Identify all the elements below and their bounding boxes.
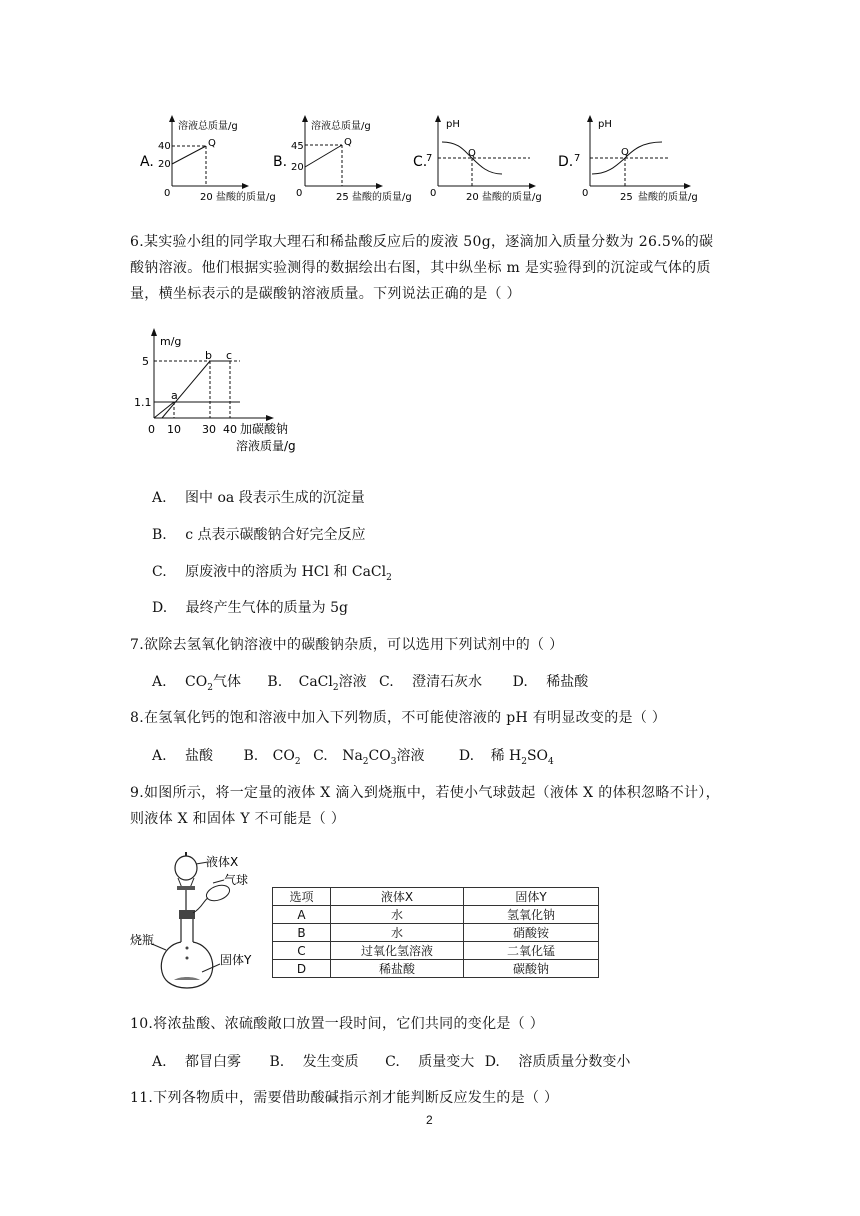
q6-graph-ylabel: m/g [160, 335, 182, 348]
graph-c-ytick-7: 7 [426, 153, 433, 164]
label-flask: 烧瓶 [130, 933, 155, 947]
q8-c-suffix: 溶液 [396, 748, 425, 764]
q8-option-d-letter: D. [458, 748, 475, 764]
graph-b-ytick-20: 20 [291, 162, 304, 173]
q5-graphs-svg [130, 112, 730, 207]
q10-option-b-letter: B. [269, 1054, 285, 1070]
q6-stem [130, 229, 740, 307]
q7-option-b-letter: B. [267, 674, 283, 690]
q8-b-sub: 2 [294, 756, 301, 767]
q9-table-wrap [272, 887, 599, 978]
table-cell: 水 [331, 906, 464, 924]
q8-options [152, 746, 554, 772]
q6-graph-y-1.1: 1.1 [134, 396, 152, 409]
graph-b-origin: 0 [296, 188, 303, 199]
q5-graph-row [130, 112, 730, 207]
table-header-row [273, 888, 599, 906]
q7-option-d-text: 稀盐酸 [546, 674, 589, 690]
label-liquid-x: 液体X [206, 855, 239, 869]
q7-a-formula: CO [185, 674, 208, 690]
graph-a-ytick-20: 20 [158, 159, 171, 170]
graph-b-xtick: 25 [336, 192, 349, 203]
graph-b [273, 115, 412, 203]
q6-graph-x-10: 10 [167, 423, 181, 436]
table-cell: 氢氧化钠 [464, 906, 599, 924]
graph-d-letter: D. [558, 154, 574, 170]
graph-a-origin: 0 [164, 188, 171, 199]
q7-a-sub: 2 [207, 682, 213, 693]
q10-option-b-text: 发生变质 [302, 1054, 359, 1070]
q6-option-a-letter: A. [152, 490, 167, 506]
q6-option-a [152, 488, 365, 508]
q8-c-sub1: 2 [362, 756, 369, 767]
graph-c-xlabel: 盐酸的质量/g [482, 192, 542, 203]
graph-c-point-q: Q [468, 148, 476, 159]
graph-b-letter: B. [273, 154, 288, 170]
q9-stem [130, 780, 750, 832]
table-row [273, 924, 599, 942]
q8-option-a-text: 盐酸 [185, 748, 214, 764]
q8-option-c-letter: C. [313, 748, 328, 764]
table-cell: 二氧化锰 [464, 942, 599, 960]
q7-option-a-letter: A. [152, 674, 167, 690]
q6-option-a-text: 图中 oa 段表示生成的沉淀量 [185, 490, 365, 506]
q6-graph-x-40: 40 [223, 423, 237, 436]
q6-graph-x-30: 30 [202, 423, 216, 436]
q6-graph-svg [132, 323, 312, 458]
table-row [273, 960, 599, 978]
graph-d-ytick-7: 7 [574, 153, 581, 164]
table-header: 液体X [331, 888, 464, 906]
table-row [273, 942, 599, 960]
q6-option-c-letter: C. [152, 564, 167, 580]
q8-option-b-letter: B. [243, 748, 259, 764]
q8-d-so: SO [526, 748, 549, 764]
q10-option-c-text: 质量变大 [418, 1054, 475, 1070]
q6-stem-line2: 酸钠溶液。他们根据实验测得的数据绘出右图，其中纵坐标 m 是实验得到的沉淀或气体的质 [130, 260, 711, 276]
q6-option-d-letter: D. [152, 600, 168, 616]
graph-a-ylabel: 溶液总质量/g [178, 121, 238, 132]
graph-c-ylabel: pH [446, 119, 460, 130]
q10-stem: 10.将浓盐酸、浓硫酸敞口放置一段时间，它们共同的变化是（ ） [130, 1016, 545, 1032]
graph-d-point-q: Q [621, 147, 629, 158]
q8-option-c-text [342, 748, 425, 767]
label-balloon: 气球 [224, 873, 249, 887]
q10-option-a-text: 都冒白雾 [185, 1054, 242, 1070]
graph-d-ylabel: pH [598, 119, 612, 130]
q6-graph-y-5: 5 [142, 355, 149, 368]
table-header: 选项 [273, 888, 331, 906]
graph-a [140, 115, 276, 203]
page-number: 2 [426, 1113, 433, 1127]
q7-option-b-text [298, 674, 367, 693]
label-solid-y: 固体Y [220, 953, 252, 967]
graph-c-origin: 0 [430, 188, 437, 199]
table-cell: A [273, 906, 331, 924]
q7-b-formula: CaCl [298, 674, 333, 690]
q6-option-c [152, 562, 392, 588]
q7-options [152, 672, 588, 698]
q8-option-b-text [272, 748, 301, 767]
q9-apparatus [130, 850, 270, 990]
table-cell: 碳酸钠 [464, 960, 599, 978]
q6-option-c-sub: 2 [386, 572, 392, 583]
graph-a-point-q: Q [208, 138, 216, 149]
q9-options-table [272, 887, 599, 978]
graph-d-xtick: 25 [620, 192, 633, 203]
q8-c-co: CO [368, 748, 391, 764]
q8-c-sub2: 3 [390, 756, 397, 767]
graph-c [413, 115, 542, 203]
q7-stem: 7.欲除去氢氧化钠溶液中的碳酸钠杂质，可以选用下列试剂中的（ ） [130, 637, 564, 653]
graph-a-xtick: 20 [200, 192, 213, 203]
q8-option-d-text [490, 748, 554, 767]
q6-graph-x-0: 0 [148, 423, 155, 436]
q10-options [152, 1052, 630, 1072]
table-cell: 过氧化氢溶液 [331, 942, 464, 960]
graph-b-xlabel: 盐酸的质量/g [352, 192, 412, 203]
graph-a-letter: A. [140, 154, 154, 170]
q6-graph-point-c: c [226, 349, 233, 362]
q7-b-suffix: 溶液 [338, 674, 367, 690]
table-cell: B [273, 924, 331, 942]
graph-b-point-q: Q [344, 137, 352, 148]
graph-c-letter: C. [413, 154, 428, 170]
q9-apparatus-svg [130, 850, 270, 990]
q6-option-b-text: c 点表示碳酸钠合好完全反应 [185, 527, 366, 543]
q8-option-a-letter: A. [152, 748, 167, 764]
q8-c-na: Na [342, 748, 363, 764]
q6-option-b [152, 525, 366, 545]
q6-graph-xlabel2: 溶液质量/g [236, 439, 296, 453]
q6-stem-line3: 量，横坐标表示的是碳酸钠溶液质量。下列说法正确的是（ ） [130, 286, 521, 302]
q6-graph-point-b: b [205, 349, 212, 362]
q6-option-b-letter: B. [152, 527, 167, 543]
q7-option-c-text: 澄清石灰水 [412, 674, 483, 690]
q10-option-c-letter: C. [385, 1054, 400, 1070]
graph-b-ytick-45: 45 [291, 141, 304, 152]
q7-option-a-text [185, 674, 241, 693]
q6-option-c-text: 原废液中的溶质为 HCl 和 CaCl [185, 564, 387, 580]
q6-graph-xlabel1: 加碳酸钠 [240, 422, 289, 436]
q8-d-h: 稀 H [490, 748, 522, 764]
q10-option-a-letter: A. [152, 1054, 167, 1070]
table-cell: C [273, 942, 331, 960]
q6-graph-point-a: a [171, 389, 178, 402]
table-row [273, 906, 599, 924]
q8-b-formula: CO [272, 748, 295, 764]
q7-b-sub: 2 [332, 682, 339, 693]
table-header: 固体Y [464, 888, 599, 906]
q8-stem: 8.在氢氧化钙的饱和溶液中加入下列物质，不可能使溶液的 pH 有明显改变的是（ ） [130, 710, 667, 726]
graph-d [558, 115, 698, 203]
q6-option-d-text: 最终产生气体的质量为 5g [185, 600, 348, 616]
q8-d-sub1: 2 [521, 756, 527, 767]
q7-a-suffix: 气体 [212, 674, 241, 690]
graph-d-xlabel: 盐酸的质量/g [638, 192, 698, 203]
q6-graph [132, 323, 312, 458]
q8-d-sub2: 4 [548, 756, 554, 767]
q7-option-c-letter: C. [379, 674, 394, 690]
q6-option-d [152, 598, 348, 618]
table-cell: 水 [331, 924, 464, 942]
graph-b-ylabel: 溶液总质量/g [311, 121, 371, 132]
q9-stem-line2: 则液体 X 和固体 Y 不可能是（ ） [130, 811, 346, 827]
q7-option-d-letter: D. [512, 674, 528, 690]
graph-c-xtick: 20 [466, 192, 479, 203]
graph-a-xlabel: 盐酸的质量/g [216, 192, 276, 203]
q9-stem-line1: 9.如图所示，将一定量的液体 X 滴入到烧瓶中，若使小气球鼓起（液体 X 的体积忽略不计）， [130, 785, 720, 801]
q6-stem-line1: 6.某实验小组的同学取大理石和稀盐酸反应后的废液 50g，逐滴加入质量分数为 26.5%的碳 [130, 234, 714, 250]
table-cell: D [273, 960, 331, 978]
graph-d-origin: 0 [582, 188, 589, 199]
q11-stem: 11.下列各物质中，需要借助酸碱指示剂才能判断反应发生的是（ ） [130, 1090, 559, 1106]
table-cell: 硝酸铵 [464, 924, 599, 942]
q10-option-d-text: 溶质质量分数变小 [518, 1054, 631, 1070]
q10-option-d-letter: D. [484, 1054, 500, 1070]
graph-a-ytick-40: 40 [158, 141, 171, 152]
table-cell: 稀盐酸 [331, 960, 464, 978]
